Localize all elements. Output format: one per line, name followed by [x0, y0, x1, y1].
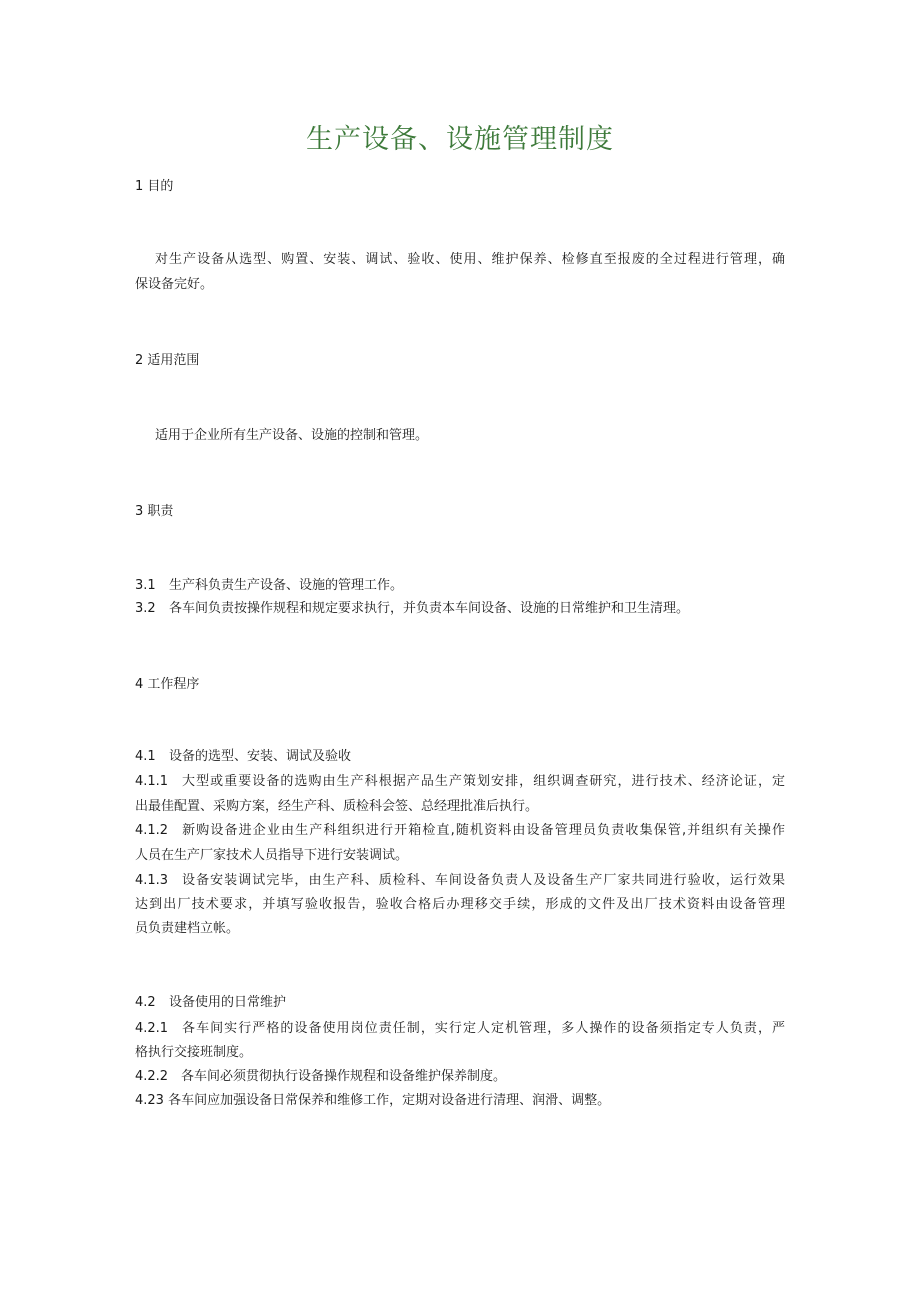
item-number: 3.2	[135, 601, 156, 616]
item-4-1-2-line-2: 人员在生产厂家技术人员指导下进行安装调试。	[135, 848, 409, 863]
section-2-paragraph: 适用于企业所有生产设备、设施的控制和管理。	[155, 428, 429, 443]
item-text: 各车间负责按操作规程和规定要求执行，并负责本车间设备、设施的日常维护和卫生清理。	[169, 601, 690, 616]
list-item-3-1	[135, 577, 785, 595]
page-title: 生产设备、设施管理制度	[306, 124, 614, 155]
item-4-1-3-line-1	[135, 872, 785, 890]
item-text: 各车间必须贯彻执行设备操作规程和设备维护保养制度。	[181, 1069, 507, 1084]
item-text: 设备安装调试完毕，由生产科、质检科、车间设备负责人及设备生产厂家共同进行验收，运行效果	[181, 873, 785, 888]
item-number: 4.2.1	[135, 1021, 169, 1036]
subsection-4-1-heading	[135, 748, 785, 766]
item-4-2-3: 4.23 各车间应加强设备日常保养和维修工作，定期对设备进行清理、润滑、调整。	[135, 1093, 611, 1108]
item-4-1-3-line-2: 达到出厂技术要求，并填写验收报告，验收合格后办理移交手续，形成的文件及出厂技术资料由设备管理	[135, 897, 785, 912]
item-number: 3.1	[135, 578, 156, 593]
item-4-1-2-line-1	[135, 822, 785, 840]
subsection-4-2-heading	[135, 994, 785, 1012]
item-text: 生产科负责生产设备、设施的管理工作。	[169, 578, 404, 593]
item-number: 4.1.3	[135, 873, 169, 888]
item-number: 4.2	[135, 995, 156, 1010]
section-4-heading: 4 工作程序	[135, 677, 200, 692]
item-text: 设备使用的日常维护	[169, 995, 287, 1010]
item-text: 设备的选型、安装、调试及验收	[169, 749, 352, 764]
section-1-heading: 1 目的	[135, 179, 174, 194]
section-3-heading: 3 职责	[135, 504, 174, 519]
item-4-1-1-line-1	[135, 773, 785, 791]
item-4-2-1-line-2: 格执行交接班制度。	[135, 1045, 253, 1060]
section-2-heading: 2 适用范围	[135, 353, 200, 368]
item-text: 大型或重要设备的选购由生产科根据产品生产策划安排，组织调查研究，进行技术、经济论证，定	[181, 774, 785, 789]
item-4-2-2	[135, 1068, 785, 1086]
item-4-1-3-line-3: 员负责建档立帐。	[135, 921, 240, 936]
item-number: 4.2.2	[135, 1069, 169, 1084]
section-1-paragraph-line-1: 对生产设备从选型、购置、安装、调试、验收、使用、维护保养、检修直至报废的全过程进行管理，确	[155, 252, 785, 267]
item-number: 4.1.2	[135, 823, 169, 838]
item-text: 各车间实行严格的设备使用岗位责任制，实行定人定机管理，多人操作的设备须指定专人负责，严	[181, 1021, 785, 1036]
item-number: 4.1	[135, 749, 156, 764]
list-item-3-2	[135, 600, 785, 618]
item-4-1-1-line-2: 出最佳配置、采购方案，经生产科、质检科会签、总经理批准后执行。	[135, 799, 539, 814]
item-number: 4.1.1	[135, 774, 169, 789]
section-1-paragraph-line-2: 保设备完好。	[135, 277, 214, 292]
item-text: 新购设备进企业由生产科组织进行开箱检直,随机资料由设备管理员负责收集保管,并组织有关操作	[181, 823, 785, 838]
item-4-2-1-line-1	[135, 1020, 785, 1038]
